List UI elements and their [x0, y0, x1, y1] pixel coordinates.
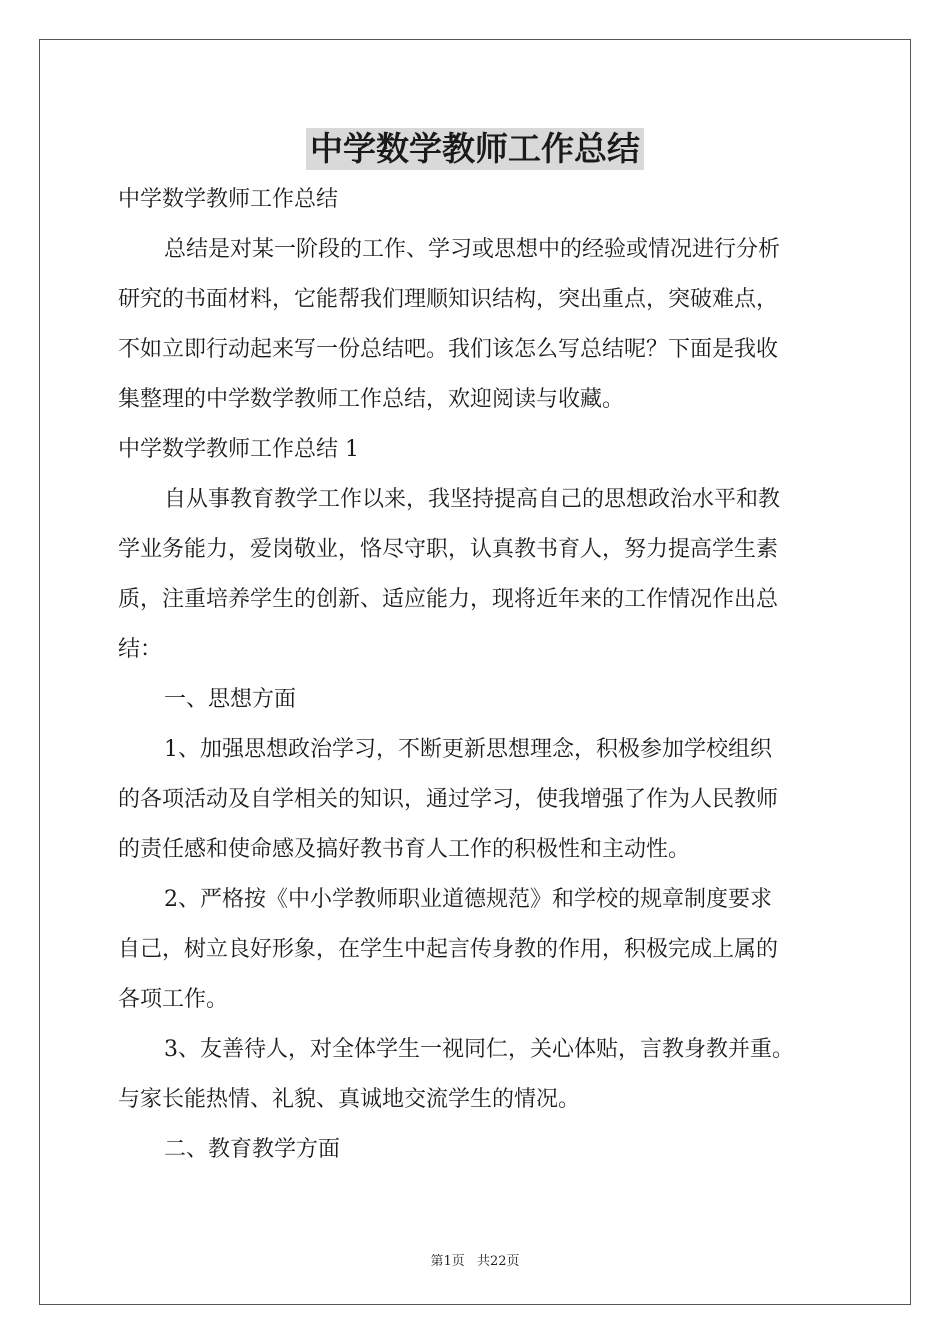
page-number: 第1页 [430, 1254, 465, 1269]
page-total: 共22页 [476, 1254, 520, 1269]
document-body [118, 178, 838, 1178]
text-line: 1、加强思想政治学习，不断更新思想理念，积极参加学校组织 [164, 737, 772, 762]
text-line: 研究的书面材料，它能帮我们理顺知识结构，突出重点，突破难点， [118, 287, 779, 312]
text-line: 的责任感和使命感及搞好教书育人工作的积极性和主动性。 [118, 837, 691, 862]
text-line: 各项工作。 [118, 987, 229, 1012]
text-line: 2、严格按《中小学教师职业道德规范》和学校的规章制度要求 [164, 887, 772, 912]
text-line: 与家长能热情、礼貌、真诚地交流学生的情况。 [118, 1087, 581, 1112]
title-wrap [0, 128, 950, 170]
text-line: 总结是对某一阶段的工作、学习或思想中的经验或情况进行分析 [164, 237, 781, 262]
text-line: 质，注重培养学生的创新、适应能力，现将近年来的工作情况作出总 [118, 587, 779, 612]
text-line: 不如立即行动起来写一份总结吧。我们该怎么写总结呢？下面是我收 [118, 337, 779, 362]
text-line: 中学数学教师工作总结 [118, 187, 339, 212]
text-line: 中学数学教师工作总结 1 [118, 437, 359, 462]
text-line: 自己，树立良好形象，在学生中起言传身教的作用，积极完成上属的 [118, 937, 779, 962]
document-title: 中学数学教师工作总结 [306, 128, 644, 170]
text-line: 3、友善待人，对全体学生一视同仁，关心体贴，言教身教并重。 [164, 1037, 794, 1062]
text-line: 集整理的中学数学教师工作总结，欢迎阅读与收藏。 [118, 387, 625, 412]
text-line: 学业务能力，爱岗敬业，恪尽守职，认真教书育人，努力提高学生素 [118, 537, 779, 562]
text-line: 的各项活动及自学相关的知识，通过学习，使我增强了作为人民教师 [118, 787, 779, 812]
text-line: 结： [118, 637, 163, 662]
text-line: 一、思想方面 [164, 687, 297, 712]
text-line: 二、教育教学方面 [164, 1137, 341, 1162]
page-footer [0, 1250, 950, 1269]
text-line: 自从事教育教学工作以来，我坚持提高自己的思想政治水平和教 [164, 487, 781, 512]
